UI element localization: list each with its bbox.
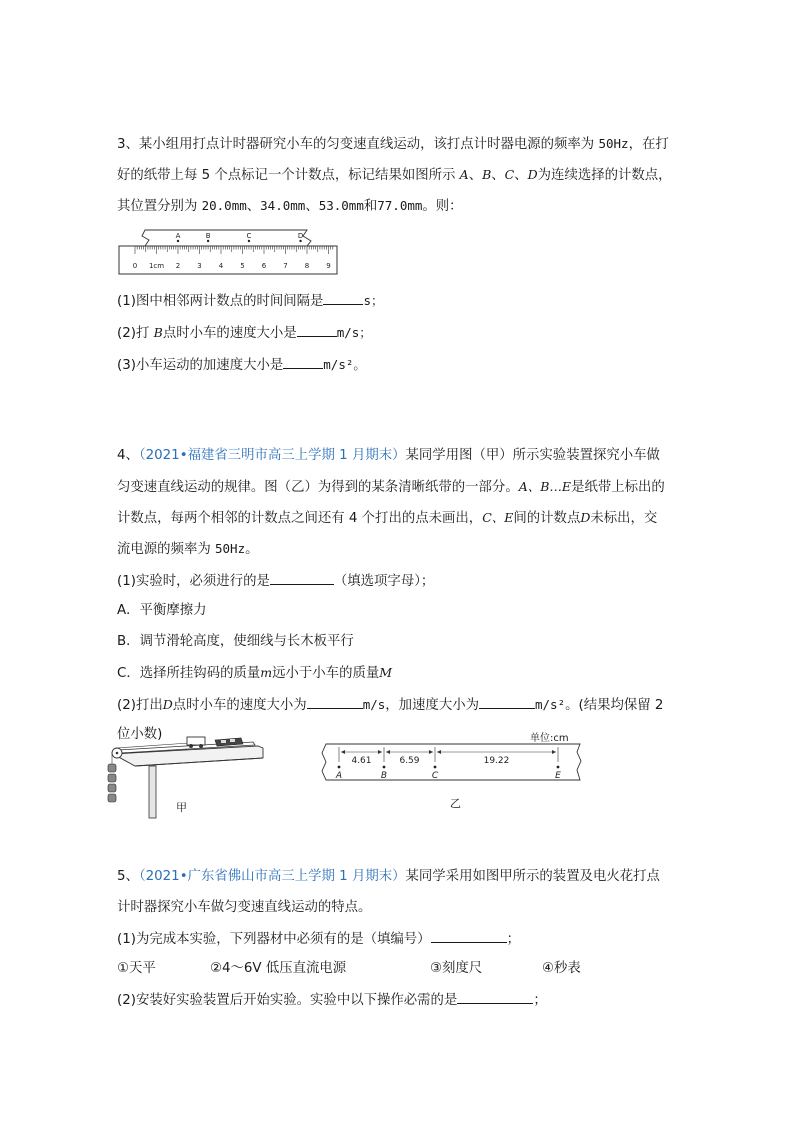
option-a-text: A．平衡摩擦力	[117, 603, 207, 618]
q4-frequency: 50Hz	[215, 541, 246, 556]
q3-sub-2	[117, 324, 372, 342]
tape-unit-label: 单位:cm	[530, 733, 569, 744]
point-label: B	[153, 325, 163, 340]
q3-text: 。则：	[422, 199, 463, 214]
q4-text: 是纸带上标出的	[571, 480, 665, 495]
tape-point-dot	[557, 766, 560, 769]
q3-text: 其位置分别为	[117, 199, 198, 214]
q3-line-2	[117, 167, 672, 184]
q5-text: 某同学采用如图甲所示的装置及电火花打点	[405, 869, 660, 884]
q5-source: 广东省佛山市高三上学期 1 月期末）	[187, 869, 406, 884]
q4-sub-2-text: ，加速度大小为	[385, 698, 479, 713]
q3-text: 为连续选择的计数点，	[537, 168, 672, 183]
q4-sub-2-text: 点时小车的速度大小为	[172, 698, 307, 713]
answer-blank[interactable]	[431, 930, 507, 943]
q3-frequency: 50Hz	[598, 136, 629, 151]
q3-line-3	[117, 198, 463, 215]
q4-sub-1	[117, 572, 434, 590]
q4-sub-2-text: (2)打出	[117, 698, 163, 713]
q4-text: 流电源的频率为	[117, 542, 211, 557]
unit-text: s；	[363, 293, 384, 308]
q4-option-a	[117, 603, 207, 619]
answer-blank[interactable]	[307, 696, 363, 709]
q4-source: （2021	[138, 448, 180, 463]
q4-text: 。	[245, 542, 259, 557]
paper-tape-figure	[318, 728, 584, 788]
position-value: 77.0mm	[377, 198, 423, 213]
q3-sub-1-text: (1)图中相邻两计数点的时间间隔是	[117, 294, 324, 309]
tape-point-dot	[383, 766, 386, 769]
point-label: A	[459, 167, 469, 182]
separator: 、	[491, 168, 505, 183]
q4-text: 计数点，每两个相邻的计数点之间还有 4 个打出的点未画出，	[117, 511, 483, 526]
unit-text: m/s²。	[323, 357, 366, 372]
position-value: 34.0mm	[260, 198, 306, 213]
q3-text: ，在打	[628, 137, 669, 152]
q5-sub-1-text: ；	[506, 932, 520, 947]
q3-number: 3、	[117, 137, 139, 152]
q4-source: 福建省三明市高三上学期 1 月期末）	[187, 448, 406, 463]
unit-text: m/s	[362, 697, 386, 712]
tape-segment-label: 19.22	[483, 756, 510, 766]
q3-sub-3-text: (3)小车运动的加速度大小是	[117, 358, 284, 373]
q5-number: 5、	[117, 869, 139, 884]
position-value: 20.0mm	[201, 198, 247, 213]
q5-sub-1-text: (1)为完成本实验，下列器材中必须有的是（填编号）	[117, 932, 431, 947]
ruler-tick-label: 5	[240, 262, 245, 270]
ruler-count-point	[177, 240, 179, 242]
ruler-count-point	[248, 240, 250, 242]
answer-blank[interactable]	[457, 991, 533, 1004]
tape-point-label: B	[380, 771, 388, 781]
q4-text: 匀变速直线运动的规律。图（乙）为得到的某条清晰纸带的一部分。	[117, 480, 519, 495]
separator: 、	[468, 168, 483, 183]
point-label: C、E	[482, 510, 514, 525]
tape-point-dot	[338, 766, 341, 769]
q4-line-4	[117, 541, 259, 558]
ruler-tick-label: 3	[197, 262, 202, 270]
tape-segment-label: 4.61	[351, 756, 372, 766]
q4-option-c	[117, 665, 392, 682]
answer-blank[interactable]	[270, 572, 334, 585]
variable-M: M	[379, 665, 393, 680]
option-b-text: B．调节滑轮高度，使细线与长木板平行	[117, 634, 354, 649]
q4-sub-2-text: 位小数)	[117, 727, 163, 742]
option-c-text: C．选择所挂钩码的质量	[117, 666, 261, 681]
separator: 、	[305, 199, 319, 214]
ruler-ticks	[135, 246, 333, 254]
point-label: C	[504, 167, 515, 182]
q4-sub-1-text: (1)实验时，必须进行的是	[117, 574, 270, 589]
tape-point-dot	[434, 766, 437, 769]
q4-line-2	[117, 479, 665, 496]
position-value: 53.0mm	[318, 198, 364, 213]
separator: 、	[514, 168, 528, 183]
q4-number: 4、	[117, 448, 139, 463]
ruler-count-point	[299, 240, 301, 242]
point-label: A、B…E	[518, 479, 572, 494]
ruler-tick-label: 1cm	[148, 262, 165, 270]
tape-point-label: E	[555, 771, 561, 781]
unit-text: m/s²	[535, 697, 566, 712]
tape-point-label: C	[431, 771, 439, 781]
ruler-point-label: B	[205, 232, 211, 240]
ruler-count-points	[176, 232, 304, 242]
point-label: D	[527, 167, 538, 182]
q3-sub-1	[117, 292, 383, 310]
paper-tape	[142, 230, 311, 246]
point-label: B	[482, 167, 492, 182]
q3-sub-2-text: 点时小车的速度大小是	[162, 326, 297, 341]
unit-text: m/s；	[336, 325, 372, 340]
q3-sub-2-text: (2)打	[117, 326, 150, 341]
ruler-tick-label: 7	[283, 262, 288, 270]
item-stopwatch: ④秒表	[542, 961, 581, 976]
answer-blank[interactable]	[479, 696, 535, 709]
q3-text: 好的纸带上每 5 个点标记一个计数点，标记结果如图所示	[117, 168, 456, 183]
q3-text: 和	[363, 199, 378, 214]
q5-line-1	[117, 869, 660, 885]
separator-dot: •	[179, 448, 188, 463]
tape-point-label: A	[335, 771, 343, 781]
q3-sub-3	[117, 356, 366, 374]
item-dc-power: ②4～6V 低压直流电源	[210, 961, 347, 976]
variable-m: m	[260, 665, 273, 680]
figure-label-yi: 乙	[450, 797, 461, 810]
ruler-count-point	[207, 240, 209, 242]
ruler-tick-label: 6	[261, 262, 267, 270]
q4-line-3	[117, 510, 657, 527]
q4-text: 未标出，交	[590, 511, 658, 526]
q5-sub-2	[117, 991, 547, 1009]
ruler-tick-label: 0	[132, 262, 138, 270]
point-label: D	[162, 697, 173, 712]
point-label: D	[580, 510, 591, 525]
ruler-tick-label: 2	[175, 262, 181, 270]
q5-line-2	[117, 900, 371, 916]
q4-sub-1-text: （填选项字母）；	[333, 574, 435, 589]
q4-text: 间的计数点	[513, 511, 581, 526]
q4-line-1	[117, 448, 660, 464]
ruler-tick-label: 9	[326, 262, 331, 270]
ruler-tick-labels	[133, 262, 331, 270]
separator: 、	[246, 199, 261, 214]
q4-option-b	[117, 634, 354, 650]
separator-dot: •	[179, 869, 188, 884]
ruler-tick-label: 4	[218, 262, 224, 270]
figure-label-jia: 甲	[176, 801, 187, 814]
tape-segment-label: 6.59	[399, 756, 420, 766]
ruler-point-label: A	[175, 232, 181, 240]
item-ruler: ③刻度尺	[430, 961, 483, 976]
answer-blank[interactable]	[283, 356, 323, 369]
ruler-point-label: D	[297, 232, 304, 240]
q5-sub-2-text: (2)安装好实验装置后开始实验。实验中以下操作必需的是	[117, 993, 458, 1008]
ruler-tick-label: 8	[304, 262, 310, 270]
ruler-figure	[117, 228, 341, 278]
answer-blank[interactable]	[323, 292, 363, 305]
q5-sub-2-text: ；	[533, 993, 547, 1008]
q3-line-1	[117, 136, 669, 153]
q5-sub-1	[117, 930, 520, 948]
q3-text: 某小组用打点计时器研究小车的匀变速直线运动，该打点计时器电源的频率为	[138, 137, 595, 152]
q5-text: 计时器探究小车做匀变速直线运动的特点。	[117, 900, 372, 915]
answer-blank[interactable]	[297, 324, 337, 337]
q5-source: （2021	[138, 869, 180, 884]
q4-text: 某同学用图（甲）所示实验装置探究小车做	[405, 448, 660, 463]
q4-sub-2-text: 。(结果均保留 2	[565, 698, 664, 713]
q4-sub-2	[117, 696, 663, 714]
ruler-point-label: C	[246, 232, 252, 240]
option-c-text: 远小于小车的质量	[272, 666, 380, 681]
item-balance: ①天平	[117, 961, 156, 976]
